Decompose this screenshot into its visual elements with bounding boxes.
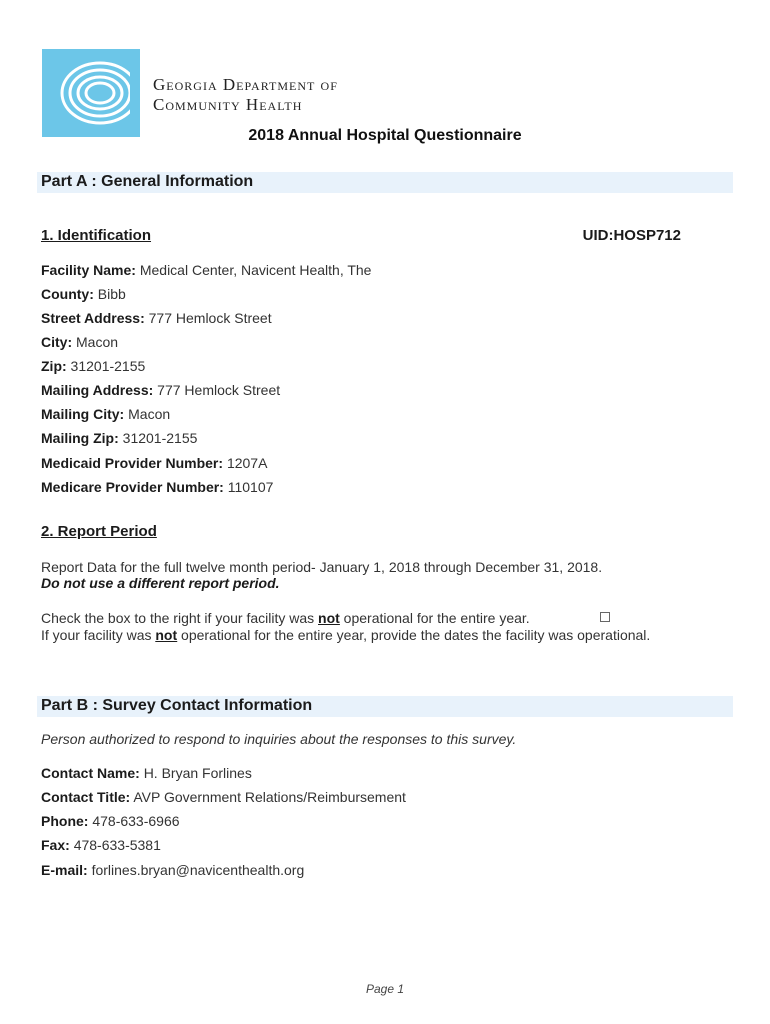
field-label: Medicare Provider Number:	[41, 479, 224, 495]
text-run: operational for the entire year, provide the dates the facility was operational.	[177, 627, 651, 643]
field-value: 478-633-5381	[73, 837, 161, 853]
contact-intro	[41, 731, 516, 747]
agency-name	[153, 75, 338, 115]
medicare-number-field	[41, 479, 273, 495]
field-value: 777 Hemlock Street	[157, 382, 281, 398]
phone-field	[41, 813, 180, 829]
field-value: Bibb	[97, 286, 126, 302]
agency-name-line2: Community Health	[153, 95, 303, 114]
county-field	[41, 286, 126, 302]
field-value: H. Bryan Forlines	[143, 765, 252, 781]
identification-heading: 1. Identification	[41, 227, 152, 244]
field-label: Mailing Zip:	[41, 430, 119, 446]
report-period-text: Report Data for the full twelve month period- January 1, 2018 through December 31, 2018.	[41, 559, 603, 575]
field-value: 31201-2155	[70, 358, 146, 374]
not-operational-prompt	[41, 610, 530, 626]
text-run: Check the box to the right if your facility was	[41, 610, 319, 626]
dch-logo-icon	[42, 49, 140, 137]
text-run: Do not use a different report period.	[41, 575, 280, 591]
field-label: County:	[41, 286, 94, 302]
field-value: 478-633-6966	[92, 813, 180, 829]
mailing-address-field	[41, 382, 280, 398]
mailing-zip-field	[41, 430, 197, 446]
field-label: Mailing Address:	[41, 382, 154, 398]
city-field	[41, 334, 118, 350]
email-field	[41, 862, 304, 878]
field-label: Zip:	[41, 358, 67, 374]
field-label: City:	[41, 334, 73, 350]
fax-field	[41, 837, 161, 853]
field-value: Macon	[76, 334, 119, 350]
text-run: operational for the entire year.	[339, 610, 530, 626]
field-value: 777 Hemlock Street	[148, 310, 272, 326]
field-label: Contact Name:	[41, 765, 140, 781]
field-label: Phone:	[41, 813, 89, 829]
field-value: 1207A	[226, 455, 268, 471]
field-value: Medical Center, Navicent Health, The	[139, 262, 372, 278]
document-title: 2018 Annual Hospital Questionnaire	[248, 127, 522, 144]
facility-name-field	[41, 262, 371, 278]
field-value: AVP Government Relations/Reimbursement	[133, 789, 406, 805]
operational-dates-prompt	[41, 627, 650, 643]
medicaid-number-field	[41, 455, 267, 471]
not-operational-checkbox[interactable]	[600, 612, 610, 622]
field-label: Street Address:	[41, 310, 145, 326]
report-period-heading: 2. Report Period	[41, 523, 157, 540]
street-address-field	[41, 310, 272, 326]
field-value: 31201-2155	[122, 430, 198, 446]
field-value: 110107	[227, 479, 274, 495]
field-label: Fax:	[41, 837, 70, 853]
contact-name-field	[41, 765, 252, 781]
contact-title-field	[41, 789, 406, 805]
part-b-header	[37, 696, 733, 717]
page-number: Page 1	[365, 982, 405, 996]
part-a-header	[37, 172, 733, 193]
report-period-warning	[41, 575, 280, 591]
text-run: not	[155, 627, 178, 643]
field-label: Contact Title:	[41, 789, 131, 805]
text-run: Person authorized to respond to inquiries about the responses to this survey.	[41, 731, 517, 747]
agency-name-line1: Georgia Department of	[153, 75, 338, 94]
mailing-city-field	[41, 406, 170, 422]
field-label: Mailing City:	[41, 406, 125, 422]
text-run: not	[318, 610, 340, 626]
uid-label: UID:HOSP712	[582, 227, 681, 244]
field-label: Medicaid Provider Number:	[41, 455, 224, 471]
field-value: Macon	[128, 406, 171, 422]
field-label: Facility Name:	[41, 262, 136, 278]
field-label: E-mail:	[41, 862, 88, 878]
part-a-title: Part A : General Information	[41, 173, 254, 190]
zip-field	[41, 358, 145, 374]
field-value: forlines.bryan@navicenthealth.org	[91, 862, 305, 878]
text-run: If your facility was	[41, 627, 156, 643]
part-b-title: Part B : Survey Contact Information	[41, 697, 313, 714]
